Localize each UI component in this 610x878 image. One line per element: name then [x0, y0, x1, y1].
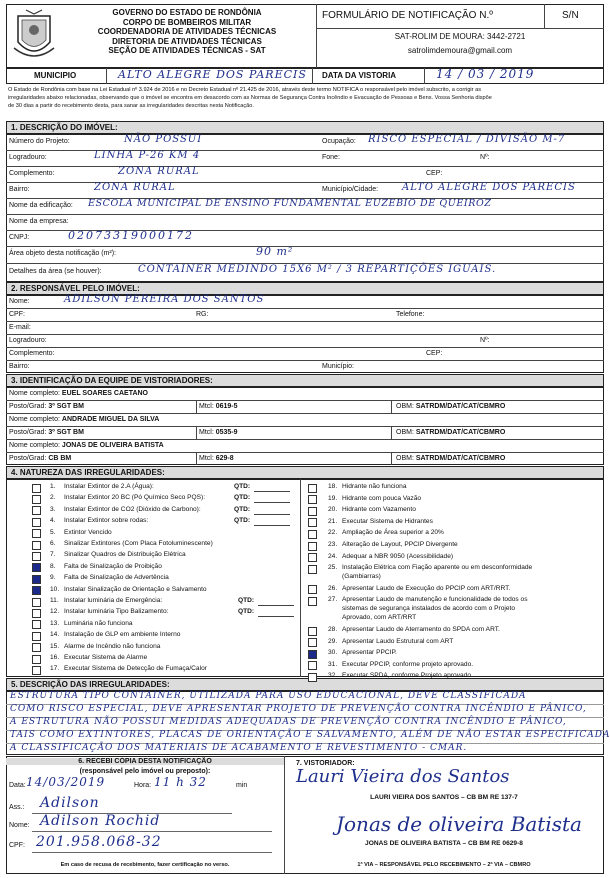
- logradouro-value: LINHA P-26 KM 4: [94, 150, 201, 161]
- vistoriador-3-nome-label: Nome completo: JONAS DE OLIVEIRA BATISTA: [9, 442, 164, 449]
- irregularity-checkbox[interactable]: [308, 484, 317, 493]
- irregularity-label: Falta de Sinalização de Advertência: [64, 574, 169, 582]
- irregularity-checkbox[interactable]: [32, 495, 41, 504]
- irregularity-label: Apresentar Laudo de manutenção e funcionalidade de todos os: [342, 596, 528, 604]
- responsavel-nome-label: Nome:: [9, 298, 30, 305]
- municipio-label: MUNICIPIO: [34, 71, 77, 80]
- irregularity-checkbox[interactable]: [32, 575, 41, 584]
- irregularity-checkbox[interactable]: [308, 673, 317, 682]
- municipio-cidade-value: ALTO ALEGRE DOS PARECIS: [402, 182, 576, 193]
- logradouro-label: Logradouro:: [9, 154, 47, 161]
- recebi-hora-label: Hora:: [134, 782, 152, 789]
- irregularity-label: Alarme de Incêndio não funciona: [64, 642, 161, 650]
- irregularity-qtd-line: [254, 491, 290, 492]
- gov-line: DIRETORIA DE ATIVIDADES TÉCNICAS: [112, 36, 262, 46]
- irregularity-number: 21.: [328, 517, 338, 525]
- irregularity-label: Apresentar Laudo de Execução do PPCIP com ART/RRT.: [342, 584, 511, 592]
- irregularity-checkbox[interactable]: [32, 518, 41, 527]
- irregularity-number: 13.: [50, 619, 60, 627]
- irregularity-number: 11.: [50, 597, 59, 604]
- edificacao-value: ESCOLA MUNICIPAL DE ENSINO FUNDAMENTAL EUZEBIO DE QUEIROZ: [88, 198, 492, 209]
- irregularity-label: Hidrante não funciona: [342, 483, 407, 490]
- irregularity-qtd-line: [254, 525, 290, 526]
- irregularity-qtd-line: [254, 514, 290, 515]
- irregularity-label: Instalação de GLP em ambiente Interno: [64, 631, 181, 639]
- gov-line: SEÇÃO DE ATIVIDADES TÉCNICAS - SAT: [108, 46, 266, 56]
- irregularity-number: 26.: [328, 584, 338, 592]
- section-6-title: 6. RECEBI CÓPIA DESTA NOTIFICAÇÃO: [6, 758, 284, 765]
- irregularity-label: Instalar luminária de Emergência:: [64, 597, 163, 604]
- section-4-title: 4. NATUREZA DAS IRREGULARIDADES:: [6, 466, 604, 479]
- vistoriador-1-obm: OBM: SATRDM/DAT/CAT/CBMRO: [396, 403, 506, 410]
- vistoriador-3-mtcl: Mtcl: 629-8: [199, 455, 234, 462]
- responsavel-nome-value: ADILSON PEREIRA DOS SANTOS: [64, 294, 265, 305]
- recebi-cpf-label: CPF:: [9, 842, 25, 849]
- vistoriador-3-obm: OBM: SATRDM/DAT/CAT/CBMRO: [396, 455, 506, 462]
- data-vistoria-label: DATA DA VISTORIA: [322, 71, 397, 80]
- cnpj-label: CNPJ:: [9, 234, 30, 241]
- area-label: Área objeto desta notificação (m²):: [9, 250, 116, 257]
- rg-label: RG:: [196, 311, 209, 318]
- irregularity-label: Hidrante com pouca Vazão: [342, 494, 422, 502]
- irregularity-number: 4.: [50, 517, 56, 525]
- irregularity-label: Instalar Sinalização de Orientação e Salvamento: [64, 585, 207, 593]
- irregularity-label: Luminária não funciona: [64, 619, 133, 627]
- responsavel-municipio-label: Município:: [322, 363, 354, 370]
- irregularity-number: 5.: [50, 528, 56, 536]
- section-3-title: 3. IDENTIFICAÇÃO DA EQUIPE DE VISTORIADORES:: [6, 374, 604, 387]
- bairro-label: Bairro:: [9, 186, 30, 193]
- irregularity-number: 17.: [50, 665, 60, 673]
- irregularity-label: Executar Sistema de Hidrantes: [342, 517, 433, 525]
- section-7-title: 7. VISTORIADOR:: [296, 760, 355, 767]
- irregularity-label: Sinalizar Extintores (Com Placa Fotoluminescente): [64, 540, 213, 547]
- irregularity-qtd-label: QTD:: [234, 517, 251, 525]
- irregularity-label: Ampliação de Área superior a 20%: [342, 529, 444, 537]
- recusa-footnote: Em caso de recusa de recebimento, fazer certificação no verso.: [60, 862, 230, 868]
- cpf-label: CPF:: [9, 311, 25, 318]
- irregularity-checkbox[interactable]: [308, 597, 317, 606]
- irregularity-number: 31.: [328, 660, 338, 668]
- vias-note: 1ª VIA – RESPONSÁVEL PELO RECEBIMENTO – 2ª VIA – CBMRO: [357, 862, 531, 868]
- irregularity-qtd-line: [254, 502, 290, 503]
- area-value: 90 m²: [256, 245, 294, 258]
- irregularity-label: Apresentar Laudo Estrutural com ART: [342, 637, 454, 645]
- irregularity-checkbox[interactable]: [32, 541, 41, 550]
- vistoriador-1-mtcl: Mtcl: 0619-5: [199, 403, 238, 410]
- recebi-ass-label: Ass.:: [9, 804, 25, 811]
- cep-label: CEP:: [426, 170, 443, 177]
- section-2-title: 2. RESPONSÁVEL PELO IMÓVEL:: [6, 282, 604, 295]
- irregularity-qtd-label: QTD:: [234, 494, 251, 502]
- irregularity-label: Instalar Extintor 20 BC (Pó Químico Seco PQS):: [64, 494, 206, 502]
- irregularity-checkbox[interactable]: [308, 585, 317, 594]
- vistoriador-2-nome: ANDRADE MIGUEL DA SILVA: [61, 416, 160, 423]
- irregularity-number: 6.: [50, 540, 56, 547]
- irregularity-label: Executar SPDA, conforme Projeto aprovado.: [342, 672, 473, 680]
- irregularity-label: (Gambiarras): [342, 573, 381, 581]
- description-line: A ESTRUTURA NÃO POSSUI MEDIDAS ADEQUADAS DE PREVENÇÃO CONTRA INCÊNDIO E PÂNICO,: [10, 717, 567, 727]
- vistoriador-2-signed-name: JONAS DE OLIVEIRA BATISTA – CB BM RE 0629-8: [365, 840, 523, 847]
- irregularity-checkbox[interactable]: [308, 518, 317, 527]
- telefone-label: Telefone:: [396, 311, 425, 318]
- irregularity-checkbox[interactable]: [308, 638, 317, 647]
- irregularity-label: Falta de Sinalização de Proibição: [64, 562, 162, 570]
- detalhes-value: CONTAINER MEDINDO 15X6 M² / 3 REPARTIÇÕES IGUAIS.: [138, 264, 497, 275]
- irregularity-number: 7.: [50, 551, 56, 559]
- description-line: A CLASSIFICAÇÃO DOS MATERIAIS DE ACABAMENTO E REVESTIMENTO - CMAR.: [10, 743, 468, 753]
- vistoriador-1-signature: Lauri Vieira dos Santos: [296, 766, 510, 787]
- vistoriador-3-nome: JONAS DE OLIVEIRA BATISTA: [61, 442, 164, 449]
- sat-phone: SAT-ROLIM DE MOURA: 3442-2721: [394, 32, 526, 41]
- irregularity-number: 3.: [50, 505, 56, 513]
- irregularity-label: Apresentar Laudo de Aterramento do SPDA com ART.: [342, 626, 500, 633]
- irregularity-qtd-line: [258, 616, 294, 617]
- irregularity-label: Executar PPCIP, conforme projeto aprovado.: [342, 660, 474, 668]
- vistoriador-1-nome: EUEL SOARES CAETANO: [61, 390, 149, 397]
- irregularity-label: Aprovado, com ART/RRT: [342, 614, 417, 622]
- irregularity-checkbox[interactable]: [32, 598, 41, 607]
- irregularity-checkbox[interactable]: [32, 506, 41, 515]
- bairro-value: ZONA RURAL: [94, 182, 176, 193]
- complemento-label: Complemento:: [9, 170, 55, 177]
- notification-form: [6, 4, 610, 874]
- irregularity-number: 28.: [328, 626, 338, 633]
- irregularity-checkbox[interactable]: [32, 620, 41, 629]
- irregularity-qtd-label: QTD:: [238, 608, 255, 616]
- intro-line: de 30 dias a partir do recebimento desta, para sanar as irregularidades descritas nesta Notificação.: [8, 103, 254, 109]
- irregularity-label: Executar Sistema de Detecção de Fumaça/Calor: [64, 665, 207, 673]
- irregularity-number: 29.: [328, 637, 338, 645]
- vistoriador-1-posto: Posto/Grad: 3º SGT BM: [9, 403, 84, 410]
- irregularity-checkbox[interactable]: [308, 495, 317, 504]
- municipio-value: ALTO ALEGRE DOS PARECIS: [118, 68, 307, 81]
- irregularity-label: Apresentar PPCIP.: [342, 649, 397, 657]
- irregularity-checkbox[interactable]: [32, 632, 41, 641]
- irregularity-checkbox[interactable]: [32, 529, 41, 538]
- irregularity-number: 32.: [328, 672, 338, 680]
- responsavel-complemento-label: Complemento:: [9, 350, 55, 357]
- irregularity-checkbox[interactable]: [308, 553, 317, 562]
- cnpj-value: 02073319000172: [68, 229, 194, 242]
- vistoriador-2-signature: Jonas de oliveira Batista: [336, 812, 582, 836]
- irregularity-number: 23.: [328, 541, 338, 548]
- irregularity-checkbox[interactable]: [308, 627, 317, 636]
- responsavel-logradouro-label: Logradouro:: [9, 337, 47, 344]
- irregularity-checkbox[interactable]: [32, 655, 41, 664]
- irregularity-label: Hidrante com Vazamento: [342, 506, 416, 514]
- recebi-nome-label: Nome:: [9, 822, 30, 829]
- irregularity-checkbox[interactable]: [32, 552, 41, 561]
- section-5-title: 5. DESCRIÇÃO DAS IRREGULARIDADES:: [6, 678, 604, 691]
- irregularity-number: 8.: [50, 562, 56, 570]
- edificacao-label: Nome da edificação:: [9, 202, 73, 209]
- irregularity-label: Instalação Elétrica com Fiação aparente ou em desconformidade: [342, 564, 533, 572]
- irregularity-checkbox[interactable]: [308, 661, 317, 670]
- irregularity-number: 12.: [50, 608, 60, 616]
- irregularity-checkbox[interactable]: [32, 586, 41, 595]
- irregularity-number: 19.: [328, 494, 338, 502]
- intro-line: O Estado de Rondônia com base na Lei Estadual nº 3.924 de 2016 e no Decreto Estadual nº 21.425 de 2016, através deste termo NOTIFICA o responsável pelo imóvel subscrito, a corrigir as: [8, 87, 481, 93]
- irregularity-number: 25.: [328, 564, 338, 572]
- irregularity-checkbox[interactable]: [308, 542, 317, 551]
- irregularity-number: 27.: [328, 596, 338, 604]
- irregularity-qtd-line: [258, 605, 294, 606]
- irregularity-label: Alteração de Layout, PPCIP Divergente: [342, 541, 458, 548]
- irregularity-number: 16.: [50, 654, 60, 661]
- rondonia-coat-of-arms-icon: [12, 8, 56, 64]
- irregularity-number: 9.: [50, 574, 56, 582]
- description-line: TAIS COMO EXTINTORES, PLACAS DE ORIENTAÇÃO E SALVAMENTO, ALÉM DE NÃO ESTAR ESPECIFICADA: [10, 730, 610, 740]
- irregularity-number: 2.: [50, 494, 56, 502]
- recebi-cpf-value: 201.958.068-32: [36, 834, 162, 850]
- ocupacao-value: RISCO ESPECIAL / DIVISÃO M-7: [368, 134, 566, 145]
- vistoriador-2-nome-label: Nome completo: ANDRADE MIGUEL DA SILVA: [9, 416, 160, 423]
- irregularity-number: 10.: [50, 585, 60, 593]
- sat-email: satrolimdemoura@gmail.com: [407, 46, 513, 55]
- detalhes-label: Detalhes da área (se houver):: [9, 268, 102, 275]
- fone-label: Fone:: [322, 154, 340, 161]
- data-vistoria-value: 14 / 03 / 2019: [436, 67, 535, 81]
- ocupacao-label: Ocupação:: [322, 138, 356, 145]
- irregularity-checkbox[interactable]: [32, 666, 41, 675]
- irregularity-number: 18.: [328, 483, 338, 490]
- municipio-cidade-label: Município/Cidade:: [322, 186, 379, 193]
- recebi-nome-value: Adilson Rochid: [40, 813, 161, 829]
- irregularity-checkbox[interactable]: [308, 565, 317, 574]
- government-heading: [62, 8, 312, 56]
- irregularity-number: 20.: [328, 506, 338, 514]
- gov-line: CORPO DE BOMBEIROS MILITAR: [122, 17, 252, 27]
- irregularity-qtd-label: QTD:: [234, 505, 251, 513]
- vistoriador-3-posto: Posto/Grad: CB BM: [9, 455, 72, 462]
- numero-projeto-value: NÃO POSSUI: [124, 134, 203, 145]
- irregularity-label: sistemas de segurança instalados de acordo com o Projeto: [342, 605, 515, 613]
- irregularity-checkbox[interactable]: [32, 484, 41, 493]
- vistoriador-1-nome-label: Nome completo: EUEL SOARES CAETANO: [9, 390, 149, 397]
- irregularity-number: 1.: [50, 483, 56, 490]
- section-1-title: 1. DESCRIÇÃO DO IMÓVEL:: [6, 121, 604, 134]
- irregularity-checkbox[interactable]: [32, 563, 41, 572]
- gov-line: GOVERNO DO ESTADO DE RONDÔNIA: [112, 8, 262, 17]
- irregularity-label: Executar Sistema de Alarme: [64, 654, 148, 661]
- vistoriador-2-mtcl: Mtcl: 0535-9: [199, 429, 238, 436]
- irregularity-checkbox[interactable]: [308, 530, 317, 539]
- recebi-data-value: 14/03/2019: [26, 775, 106, 789]
- recebi-ass-value: Adilson: [40, 795, 100, 811]
- vistoriador-2-obm: OBM: SATRDM/DAT/CAT/CBMRO: [396, 429, 506, 436]
- irregularity-qtd-label: QTD:: [238, 597, 255, 604]
- irregularity-label: Sinalizar Quadros de Distribuição Elétrica: [64, 551, 186, 559]
- recebi-hora-value: 11 h 32: [154, 775, 207, 789]
- numero-projeto-label: Número do Projeto:: [9, 138, 70, 145]
- gov-line: COORDENADORIA DE ATIVIDADES TÉCNICAS: [97, 27, 277, 37]
- irregularity-checkbox[interactable]: [32, 609, 41, 618]
- irregularity-label: Instalar Extintor de CO2 (Dióxido de Carbono):: [64, 505, 201, 513]
- irregularity-label: Adequar a NBR 9050 (Acessibilidade): [342, 552, 454, 560]
- email-label: E-mail:: [9, 324, 31, 331]
- numero-label: Nº:: [480, 154, 490, 161]
- description-line: ESTRUTURA TIPO CONTAINER, UTILIZADA PARA USO EDUCACIONAL, DEVE CLASSIFICADA: [10, 691, 527, 701]
- intro-line: irregularidades abaixo relacionadas, observando que o imóvel se encontra em desacordo com as Normas de Segurança Contra Incêndio e Evacuação de Pessoas e Bens. Vossa Senhoria dispõe: [8, 95, 492, 101]
- irregularity-checkbox[interactable]: [308, 650, 317, 659]
- irregularity-label: Instalar Extintor sobre rodas:: [64, 517, 149, 525]
- section-6-subtitle: (responsável pelo imóvel ou preposto):: [79, 768, 211, 775]
- responsavel-numero-label: Nº:: [480, 337, 490, 344]
- irregularity-qtd-label: QTD:: [234, 483, 251, 490]
- form-title: FORMULÁRIO DE NOTIFICAÇÃO N.º: [322, 10, 493, 21]
- description-line: COMO RISCO ESPECIAL, DEVE APRESENTAR PROJETO DE PREVENÇÃO CONTRA INCÊNDIO E PÂNICO,: [10, 704, 587, 714]
- irregularity-checkbox[interactable]: [308, 507, 317, 516]
- intro-paragraph: [8, 86, 604, 110]
- irregularity-label: Extintor Vencido: [64, 528, 112, 536]
- vistoriador-1-signed-name: LAURI VIEIRA DOS SANTOS – CB BM RE 137-7: [370, 794, 518, 801]
- recebi-data-label: Data:: [9, 782, 26, 789]
- vistoriador-2-posto: Posto/Grad: 3º SGT BM: [9, 429, 84, 436]
- irregularity-checkbox[interactable]: [32, 643, 41, 652]
- irregularity-number: 30.: [328, 649, 338, 657]
- complemento-value: ZONA RURAL: [118, 166, 200, 177]
- irregularity-number: 24.: [328, 552, 338, 560]
- irregularity-number: 14.: [50, 631, 60, 639]
- recebi-min-label: min: [236, 782, 248, 789]
- irregularity-label: Instalar luminária Tipo Balizamento:: [64, 608, 169, 616]
- form-number: S/N: [562, 10, 579, 21]
- responsavel-bairro-label: Bairro:: [9, 363, 30, 370]
- empresa-label: Nome da empresa:: [9, 218, 69, 225]
- responsavel-cep-label: CEP:: [426, 350, 443, 357]
- irregularity-number: 22.: [328, 529, 338, 537]
- irregularity-number: 15.: [50, 642, 60, 650]
- irregularity-label: Instalar Extintor de 2.A (Água):: [64, 483, 154, 490]
